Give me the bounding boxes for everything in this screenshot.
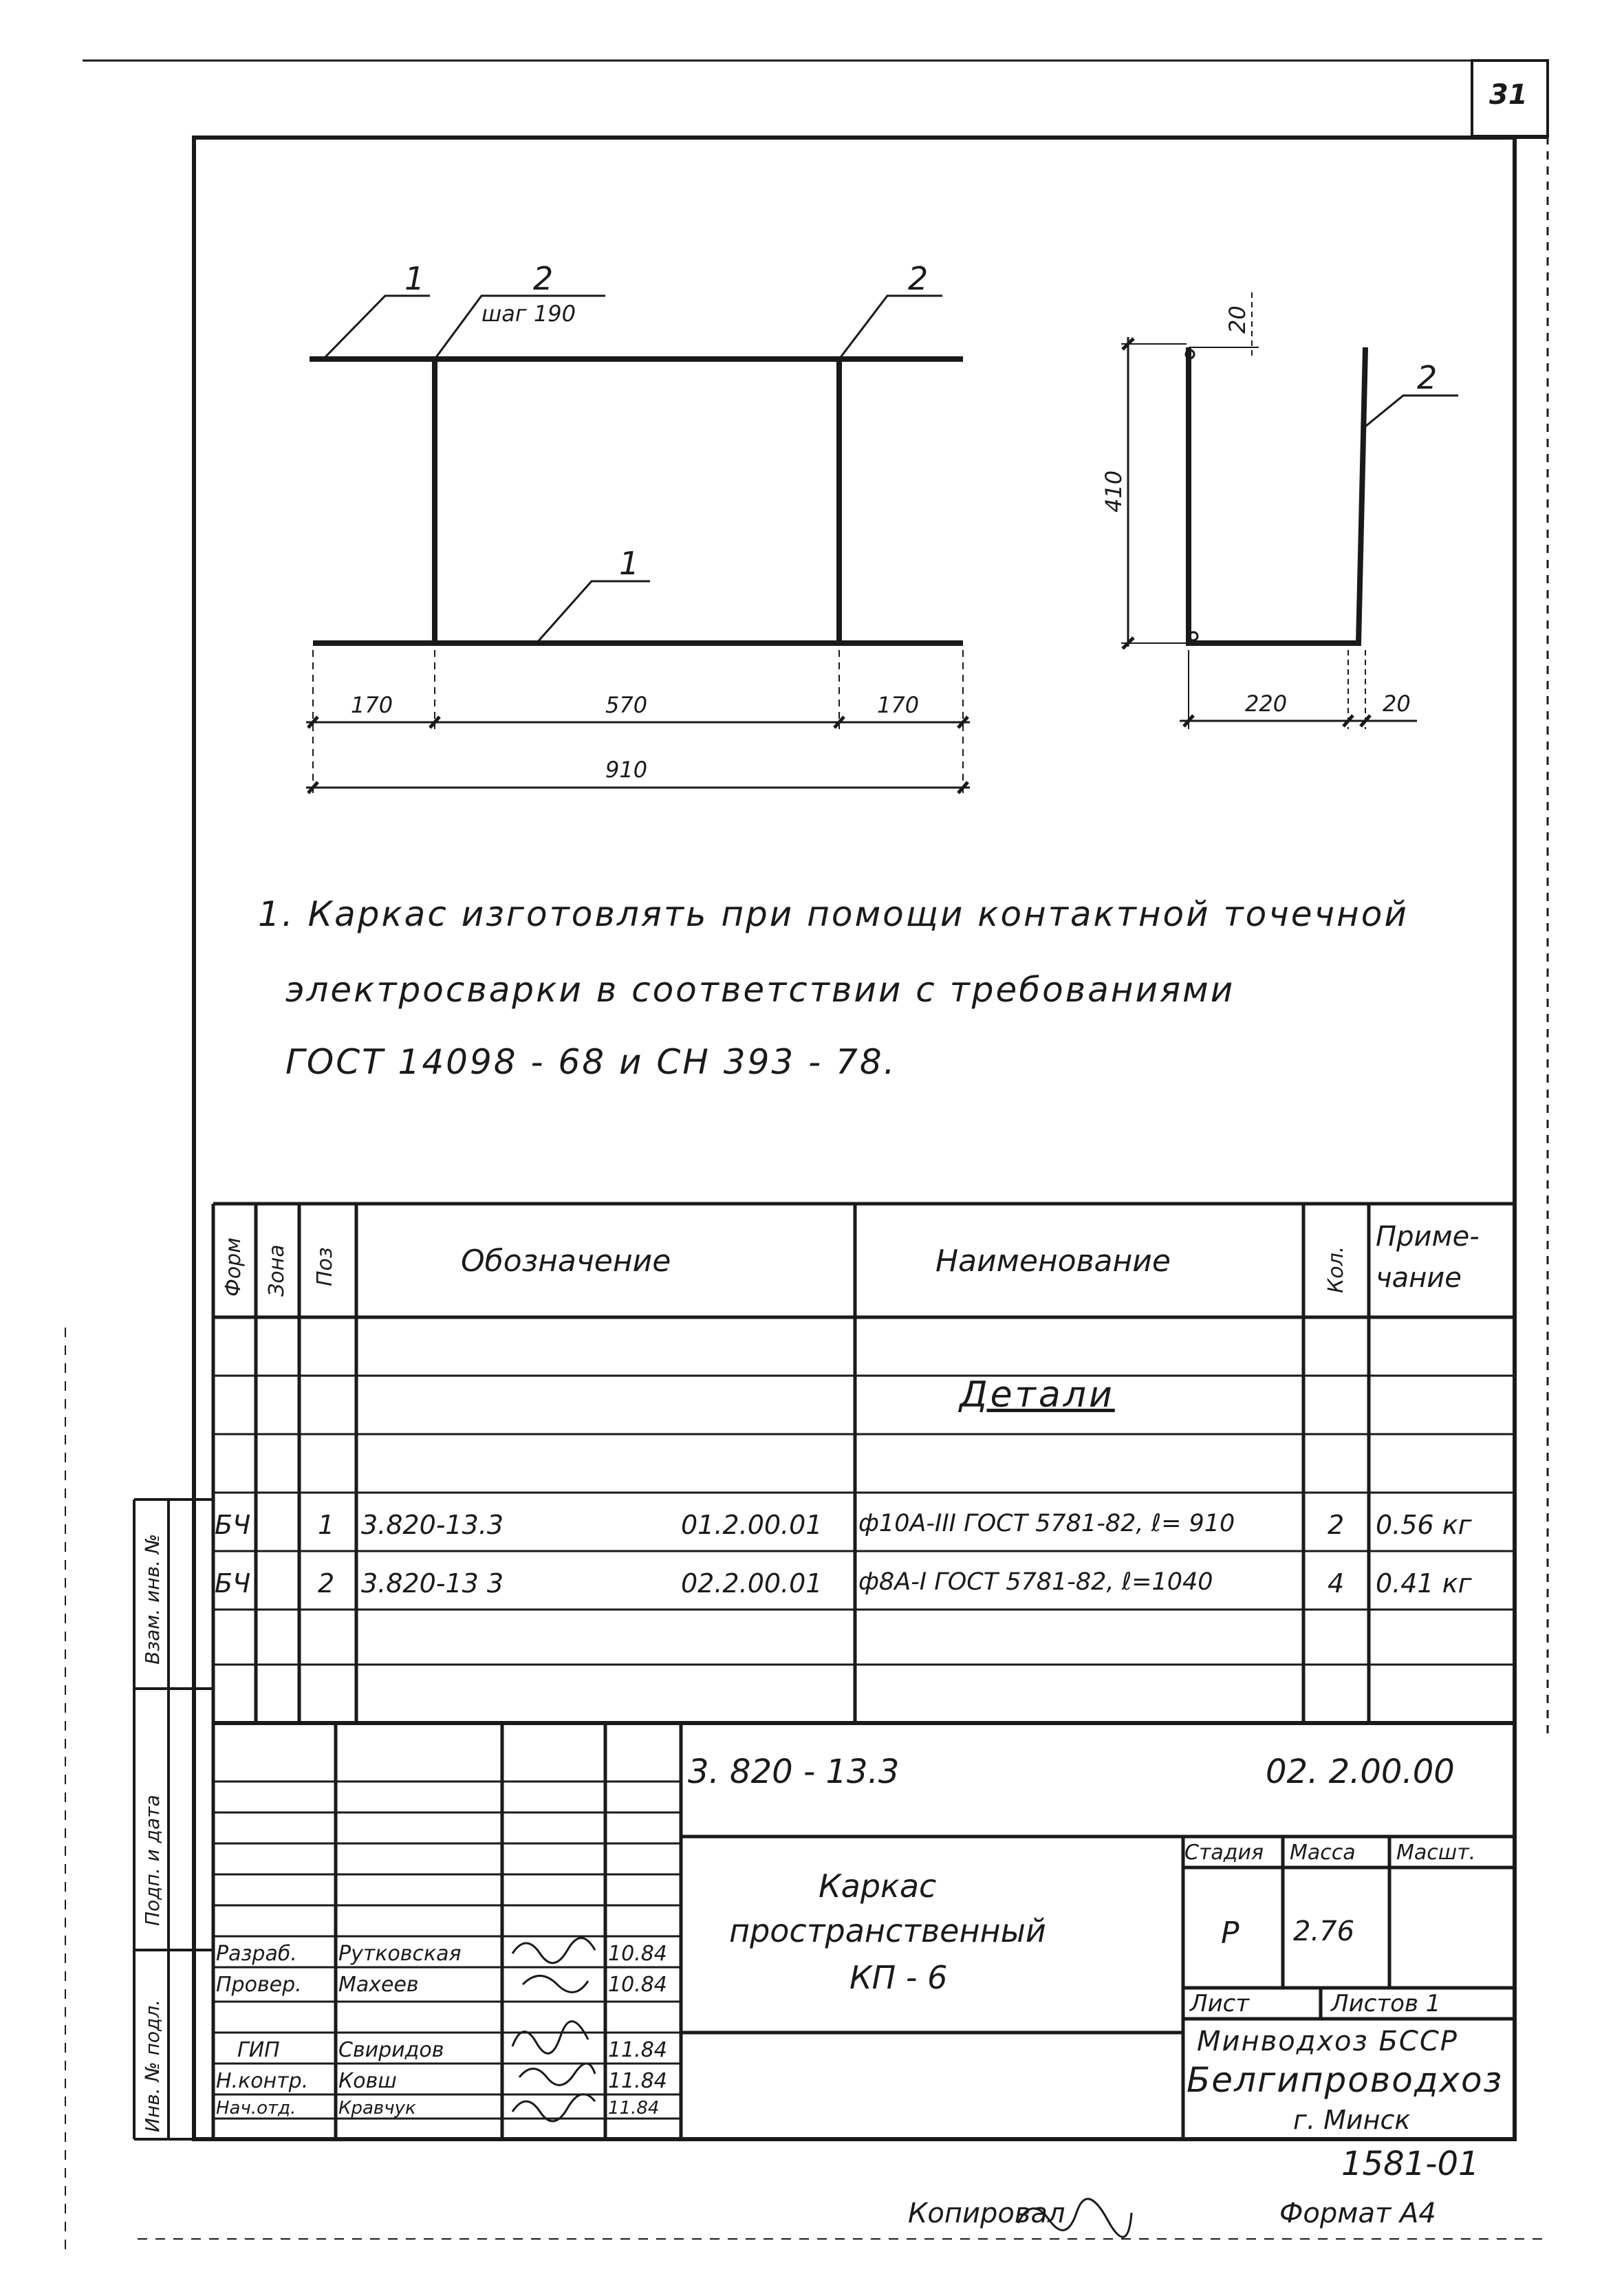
copy-note: Копировал [908,2198,1065,2229]
signer5-role: Нач.отд. [216,2098,296,2119]
side-inv-orig: Инв. № подл. [141,1999,164,2132]
row2-name: ф8А-I ГОСТ 5781-82, ℓ=1040 [858,1568,1213,1596]
signer2-role: Провер. [216,1973,302,1997]
header-name: Наименование [935,1244,1171,1279]
header-pos: Поз [313,1247,337,1286]
label-pos1-bottom: 1 [619,545,640,582]
signer5-date: 11.84 [608,2098,660,2119]
row2-note: 0.41 кг [1376,1568,1472,1599]
row1-format: БЧ [215,1510,251,1540]
label-pos2-side: 2 [1417,359,1438,396]
doc-number: 3. 820 - 13.3 [688,1753,900,1791]
header-designation: Обозначение [461,1244,671,1279]
signer4-role: Н.контр. [216,2069,309,2093]
signer3-role: ГИП [237,2038,280,2062]
sheet-label: Лист [1190,1990,1250,2017]
org-line-3: г. Минск [1293,2105,1411,2135]
dim-20-side: 20 [1383,691,1411,717]
signer1-role: Разраб. [216,1942,297,1966]
dim-570: 570 [605,692,648,718]
title-line-2: пространственный [729,1912,1046,1949]
dim-410: 410 [1101,470,1127,512]
note-line-2: электросварки в соответствии с требованиями [285,970,1235,1010]
signer4-date: 11.84 [608,2069,667,2093]
header-format: Форм [221,1237,246,1297]
header-zone: Зона [265,1244,289,1297]
header-qty: Кол. [1324,1246,1348,1293]
row1-qty: 2 [1328,1510,1345,1540]
signature-3 [512,2022,588,2054]
mass-value: 2.76 [1293,1916,1355,1947]
label-pos2-left: 2 [533,260,554,297]
signer2-date: 10.84 [608,1973,667,1997]
dim-220: 220 [1245,691,1288,717]
mass-label: Масса [1290,1841,1356,1865]
format-label: Формат А4 [1279,2198,1436,2229]
signature-4 [519,2064,595,2085]
signer1-date: 10.84 [608,1942,667,1966]
label-pos2-right: 2 [908,260,929,297]
title-line-1: Каркас [819,1867,937,1905]
drawing-frame [194,138,1515,2139]
row1-name: ф10А-III ГОСТ 5781-82, ℓ= 910 [858,1510,1235,1537]
row1-pos: 1 [318,1510,335,1540]
section-title: Детали [960,1374,1115,1416]
row1-code: 01.2.00.01 [681,1510,823,1540]
org-line-1: Минводхоз БССР [1197,2026,1458,2057]
row2-designation: 3.820-13 3 [361,1568,504,1599]
row2-code: 02.2.00.01 [681,1568,823,1599]
signer1-name: Рутковская [338,1942,462,1966]
register-number: 1581-01 [1341,2145,1480,2183]
dim-910: 910 [605,757,648,783]
signature-5 [512,2094,595,2121]
header-note-2: чание [1376,1262,1462,1294]
stage-value: Р [1221,1916,1239,1951]
note-line-1: 1. Каркас изготовлять при помощи контактной точечной [258,894,1409,934]
row1-note: 0.56 кг [1376,1510,1472,1540]
side-replace-inv: Взам. инв. № [141,1533,164,1665]
signer2-name: Махеев [338,1973,419,1997]
doc-code: 02. 2.00.00 [1266,1753,1455,1791]
row2-pos: 2 [318,1568,335,1599]
signer3-date: 11.84 [608,2038,667,2062]
stirrup-u-shape [1189,347,1365,643]
side-sign-date: Подп. и дата [141,1795,164,1926]
dim-170-right: 170 [877,692,920,718]
scale-label: Масшт. [1396,1841,1476,1865]
stage-label: Стадия [1184,1841,1264,1865]
row2-qty: 4 [1328,1568,1345,1599]
note-line-3: ГОСТ 14098 - 68 и СН 393 - 78. [285,1042,897,1082]
signer5-name: Кравчук [338,2098,416,2119]
dim-20-top: 20 [1224,305,1251,334]
sheets-label: Листов 1 [1331,1990,1441,2017]
label-pos1-top: 1 [404,260,425,297]
row2-format: БЧ [215,1568,251,1599]
org-line-2: Белгипроводхоз [1187,2060,1504,2100]
page-number: 31 [1489,79,1528,111]
header-note-1: Приме- [1376,1221,1480,1253]
signer4-name: Ковш [338,2069,397,2093]
signature-1 [512,1938,595,1963]
signer3-name: Свиридов [338,2038,444,2062]
title-line-3: КП - 6 [849,1959,948,1996]
row1-designation: 3.820-13.3 [361,1510,504,1540]
dim-170-left: 170 [351,692,393,718]
signature-2 [523,1976,588,1993]
label-step: шаг 190 [481,301,576,327]
